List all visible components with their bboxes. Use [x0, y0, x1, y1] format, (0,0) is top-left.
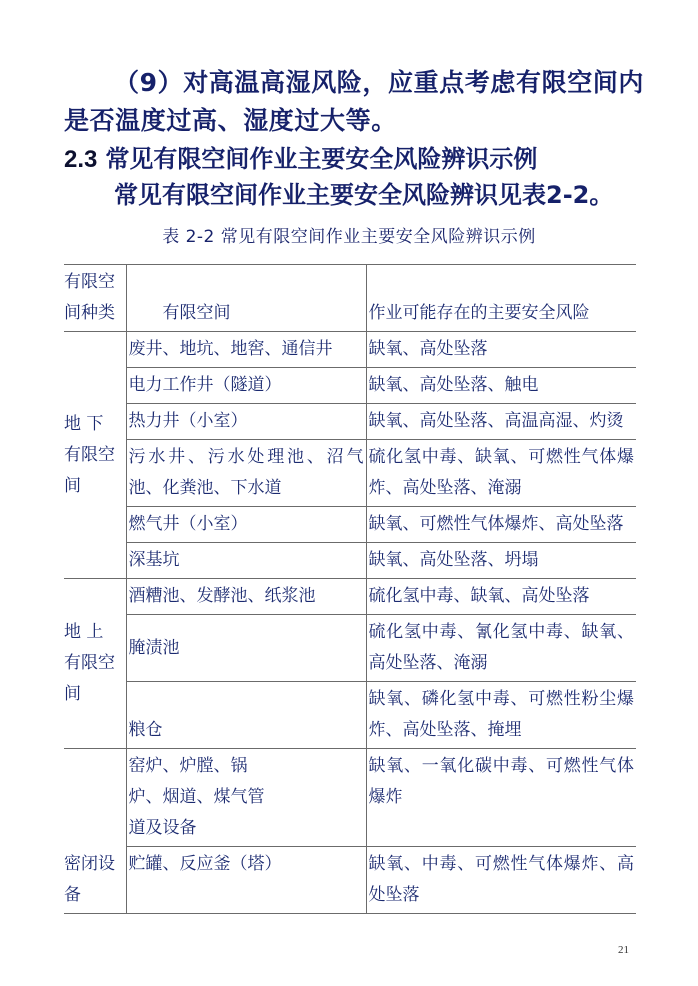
risk-cell: 缺氧、高处坠落、高温高湿、灼烫 — [366, 404, 636, 440]
risk-cell: 缺氧、磷化氢中毒、可燃性粉尘爆炸、高处坠落、掩埋 — [366, 682, 636, 749]
space-cell: 废井、地坑、地窖、通信井 — [126, 332, 366, 368]
space-cell: 酒糟池、发酵池、纸浆池 — [126, 579, 366, 615]
table-row — [64, 507, 636, 543]
risk-cell: 缺氧、中毒、可燃性气体爆炸、高处坠落 — [366, 847, 636, 914]
space-cell: 污水井、污水处理池、沼气池、化粪池、下水道 — [126, 440, 366, 507]
table-row — [64, 543, 636, 579]
risk-cell: 缺氧、可燃性气体爆炸、高处坠落 — [366, 507, 636, 543]
table-row — [64, 440, 636, 507]
space-cell: 热力井（小室） — [126, 404, 366, 440]
risk-cell: 缺氧、高处坠落、触电 — [366, 368, 636, 404]
header-category: 有限空间种类 — [64, 265, 126, 332]
space-cell: 腌渍池 — [126, 615, 366, 682]
page-number: 21 — [618, 944, 629, 956]
table-row — [64, 615, 636, 682]
paragraph-9: （9）对高温高湿风险，应重点考虑有限空间内是否温度过高、湿度过大等。 — [64, 68, 644, 135]
space-cell: 燃气井（小室） — [126, 507, 366, 543]
table-row — [64, 682, 636, 749]
table-row — [64, 404, 636, 440]
risk-cell: 缺氧、高处坠落、坍塌 — [366, 543, 636, 579]
table-row — [64, 579, 636, 615]
table-caption: 表 2-2 常见有限空间作业主要安全风险辨识示例 — [162, 227, 536, 247]
table-row — [64, 749, 636, 847]
table-row — [64, 332, 636, 368]
risk-cell: 硫化氢中毒、缺氧、高处坠落 — [366, 579, 636, 615]
section-heading — [64, 140, 644, 179]
risk-cell: 缺氧、一氧化碳中毒、可燃性气体爆炸 — [366, 749, 636, 847]
space-cell: 贮罐、反应釜（塔） — [126, 847, 366, 914]
risk-table — [64, 264, 636, 914]
header-space: 有限空间 — [126, 265, 366, 332]
section-title: 常见有限空间作业主要安全风险辨识示例 — [105, 145, 538, 173]
space-cell: 电力工作井（隧道） — [126, 368, 366, 404]
category-underground: 地 下 有限空间 — [64, 332, 126, 579]
section-number: 2.3 — [64, 146, 98, 173]
category-sealed-equipment: 密闭设备 — [64, 749, 126, 914]
risk-cell: 缺氧、高处坠落 — [366, 332, 636, 368]
risk-cell: 硫化氢中毒、氰化氢中毒、缺氧、高处坠落、淹溺 — [366, 615, 636, 682]
table-header-row — [64, 265, 636, 332]
category-aboveground: 地 上 有限空间 — [64, 579, 126, 749]
table-row — [64, 368, 636, 404]
header-risk: 作业可能存在的主要安全风险 — [366, 265, 636, 332]
risk-cell: 硫化氢中毒、缺氧、可燃性气体爆炸、高处坠落、淹溺 — [366, 440, 636, 507]
space-cell: 粮仓 — [126, 682, 366, 749]
intro-paragraph: 常见有限空间作业主要安全风险辨识见表2-2。 — [114, 181, 614, 209]
space-cell: 深基坑 — [126, 543, 366, 579]
table-row — [64, 847, 636, 914]
space-cell: 窑炉、炉膛、锅炉、烟道、煤气管道及设备 — [126, 749, 366, 847]
